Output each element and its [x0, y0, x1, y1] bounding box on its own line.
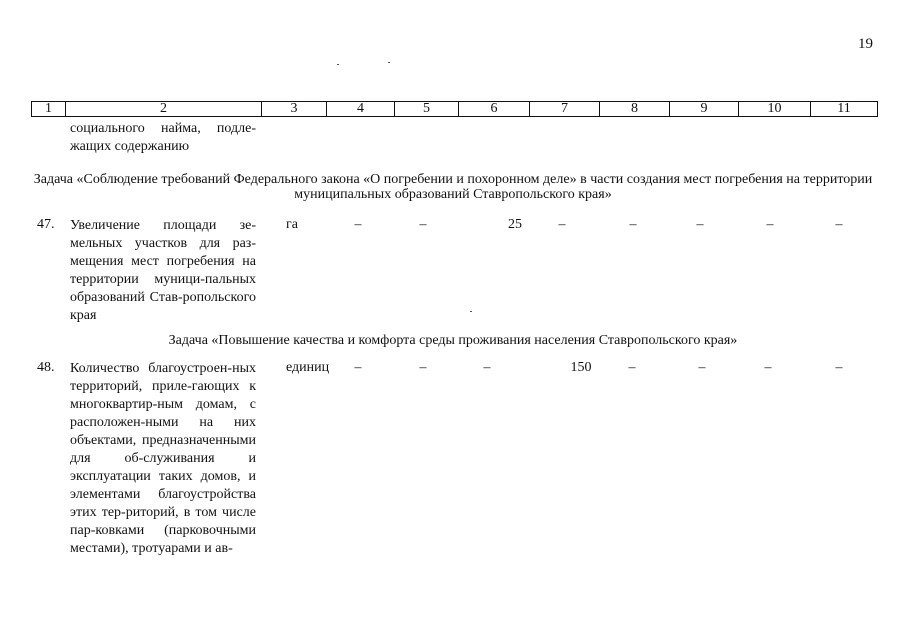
header-cell: 3 — [262, 102, 327, 117]
value-cell: – — [628, 360, 636, 375]
header-cell: 2 — [66, 102, 262, 117]
header-cell: 11 — [811, 102, 878, 117]
header-cell: 9 — [670, 102, 739, 117]
header-cell: 8 — [600, 102, 670, 117]
value-cell: – — [696, 217, 704, 232]
value-cell: – — [698, 360, 706, 375]
scan-speck — [337, 64, 339, 65]
scan-speck — [388, 62, 390, 63]
indicator-name: Количество благоустроен-ных территорий, приле-гающих к многоквартир-ным домам, с расположен-ными на них объектами, предназначенными для об-служивания и эксплуатации таких домов, и элементами благоустройства этих тер-риторий, в том числе пар-ковками (парковочными местами), тротуарами и ав- — [70, 361, 256, 556]
header-cell: 4 — [327, 102, 395, 117]
row-number: 48. — [37, 360, 55, 375]
value-cell: – — [483, 360, 491, 375]
value-cell: – — [835, 360, 843, 375]
header-cell: 7 — [530, 102, 600, 117]
value-cell: – — [629, 217, 637, 232]
value-cell: – — [354, 360, 362, 375]
value-cell: 150 — [570, 360, 592, 375]
unit-of-measure: га — [286, 217, 298, 232]
header-cell: 10 — [739, 102, 811, 117]
row-number: 47. — [37, 217, 55, 232]
value-cell: – — [835, 217, 843, 232]
value-cell: – — [419, 217, 427, 232]
header-row — [32, 102, 878, 117]
task-heading-burial: Задача «Соблюдение требований Федерального закона «О погребении и похоронном деле» в части создания мест погребения на территории муниципальных образований Ставропольского края» — [33, 172, 873, 202]
indicator-name: Увеличение площади зе-мельных участков для раз-мещения мест погребения на территории муници-пальных образований Став-ропольского края — [70, 218, 256, 323]
header-cell: 5 — [395, 102, 459, 117]
scan-speck — [470, 311, 472, 312]
unit-of-measure: единиц — [286, 360, 330, 375]
column-header-table — [31, 101, 878, 117]
value-cell: – — [354, 217, 362, 232]
header-cell: 6 — [459, 102, 530, 117]
continued-indicator-text: социального найма, подле-жащих содержанию — [70, 121, 256, 154]
page-number: 19 — [858, 36, 873, 52]
value-cell: 25 — [508, 217, 522, 232]
value-cell: – — [558, 217, 566, 232]
value-cell: – — [766, 217, 774, 232]
header-cell: 1 — [32, 102, 66, 117]
task-heading-comfort: Задача «Повышение качества и комфорта среды проживания населения Ставропольского края» — [168, 333, 738, 348]
value-cell: – — [764, 360, 772, 375]
value-cell: – — [419, 360, 427, 375]
